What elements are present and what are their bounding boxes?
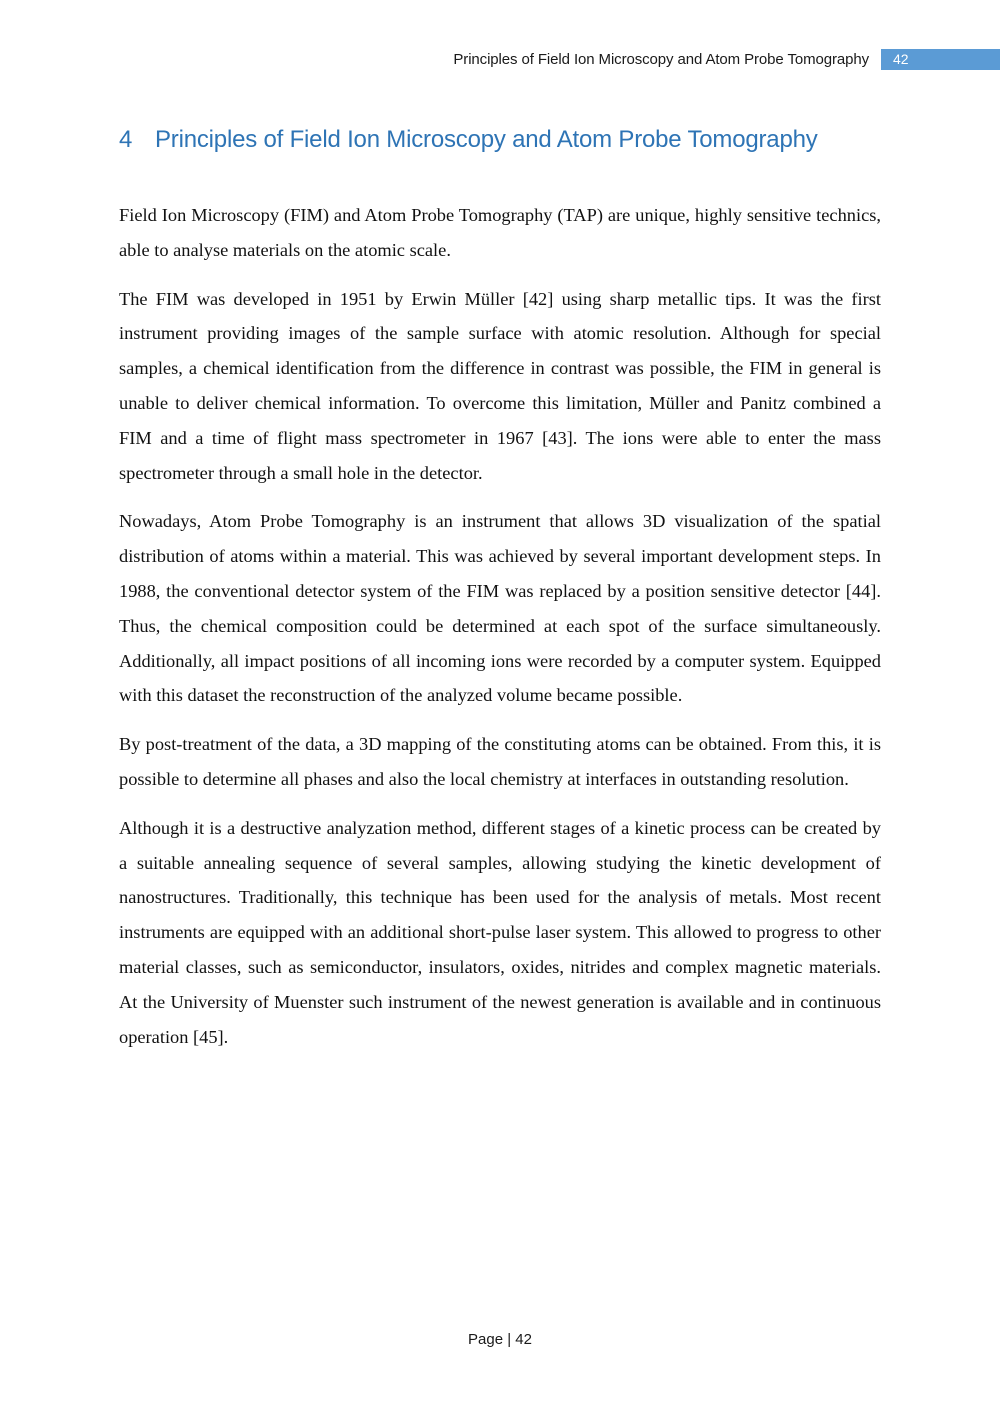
paragraph-fim-history: The FIM was developed in 1951 by Erwin Müller [42] using sharp metallic tips. It was the first instrument providing images of the sample surface with atomic resolution. Although for special samples, a chemical identification from the difference in contrast was possible, the FIM in general is unable to deliver chemical information. To overcome this limitation, Müller and Panitz combined a FIM and a time of flight mass spectrometer in 1967 [43]. The ions were able to enter the mass spectrometer through a small hole in the detector. <box>119 288 881 483</box>
body-text <box>119 198 881 1068</box>
chapter-number: 4 <box>119 126 133 153</box>
paragraph-post-treatment: By post-treatment of the data, a 3D mapping of the constituting atoms can be obtained. From this, it is possible to determine all phases and also the local chemistry at interfaces in outstanding resolution. <box>119 734 881 789</box>
chapter-title: Principles of Field Ion Microscopy and Atom Probe Tomography <box>155 126 818 153</box>
paragraph-applications: Although it is a destructive analyzation method, different stages of a kinetic process can be created by a suitable annealing sequence of several samples, allowing studying the kinetic development of nanostructures. Traditionally, this technique has been used for the analysis of metals. Most recent instruments are equipped with an additional short-pulse laser system. This allowed to progress to other material classes, such as semiconductor, insulators, oxides, nitrides and complex magnetic materials. At the University of Muenster such instrument of the newest generation is available and in continuous operation [45]. <box>119 817 881 1047</box>
paragraph-intro: Field Ion Microscopy (FIM) and Atom Probe Tomography (TAP) are unique, highly sensitive technics, able to analyse materials on the atomic scale. <box>119 205 881 260</box>
paragraph-apt-development: Nowadays, Atom Probe Tomography is an instrument that allows 3D visualization of the spatial distribution of atoms within a material. This was achieved by several important development steps. In 1988, the conventional detector system of the FIM was replaced by a position sensitive detector [44]. Thus, the chemical composition could be determined at each spot of the surface simultaneously. Additionally, all impact positions of all incoming ions were recorded by a computer system. Equipped with this dataset the reconstruction of the analyzed volume became possible. <box>119 511 881 706</box>
chapter-heading <box>119 126 818 154</box>
page-footer: Page | 42 <box>468 1331 532 1348</box>
running-header <box>453 49 1000 70</box>
header-page-number: 42 <box>881 49 1000 70</box>
running-header-title: Principles of Field Ion Microscopy and Atom Probe Tomography <box>453 51 869 68</box>
